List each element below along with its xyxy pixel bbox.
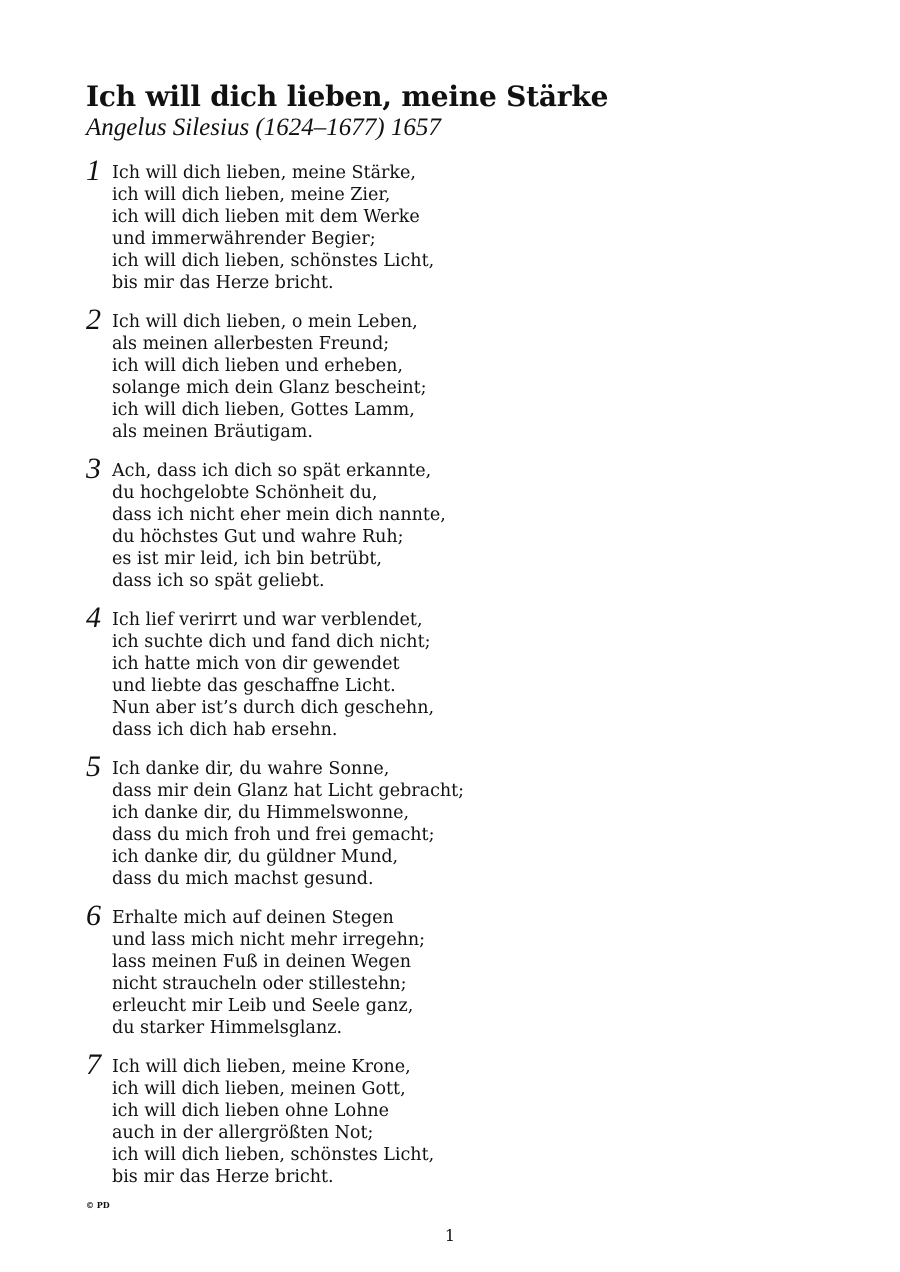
verse-line: dass du mich froh und frei gemacht; (112, 825, 435, 845)
verse-line: bis mir das Herze bricht. (112, 1167, 334, 1187)
verse-line: Ich will dich lieben, meine Krone, (112, 1057, 411, 1077)
verse-line: ich will dich lieben, meinen Gott, (112, 1079, 406, 1099)
verse-line: du höchstes Gut und wahre Ruh; (112, 527, 404, 547)
verse-line: nicht straucheln oder stillestehn; (112, 974, 407, 994)
verse-number: 2 (86, 303, 101, 336)
verse-line: Nun aber ist’s durch dich geschehn, (112, 698, 435, 718)
verse-4 (86, 601, 586, 756)
verse-line: es ist mir leid, ich bin betrübt, (112, 549, 382, 569)
verse-line: als meinen Bräutigam. (112, 422, 313, 442)
verse-number: 6 (86, 899, 101, 932)
verse-line: erleucht mir Leib und Seele ganz, (112, 996, 414, 1016)
verse-line: dass ich so spät geliebt. (112, 571, 325, 591)
verse-5 (86, 750, 586, 905)
verse-line: du starker Himmelsglanz. (112, 1018, 343, 1038)
page-number: 1 (444, 1226, 456, 1245)
verse-line: und immerwährender Begier; (112, 229, 376, 249)
hymn-author: Angelus Silesius (1624–1677) 1657 (86, 114, 441, 141)
verse-number: 7 (86, 1048, 101, 1081)
verse-line: dass mir dein Glanz hat Licht gebracht; (112, 781, 465, 801)
verse-line: bis mir das Herze bricht. (112, 273, 334, 293)
verse-lines (112, 907, 425, 1039)
verse-line: lass meinen Fuß in deinen Wegen (112, 952, 412, 972)
verse-line: ich danke dir, du güldner Mund, (112, 847, 399, 867)
verse-line: dass ich dich hab ersehn. (112, 720, 338, 740)
verse-line: auch in der allergrößten Not; (112, 1123, 374, 1143)
verse-number: 5 (86, 750, 101, 783)
verse-line: ich will dich lieben und erheben, (112, 356, 403, 376)
verse-6 (86, 899, 586, 1054)
verse-line: Ich lief verirrt und war verblendet, (112, 610, 423, 630)
verse-line: solange mich dein Glanz bescheint; (112, 378, 427, 398)
verse-line: Ich will dich lieben, meine Stärke, (112, 163, 416, 183)
verse-line: ich hatte mich von dir gewendet (112, 654, 400, 674)
verse-2 (86, 303, 586, 458)
verse-line: du hochgelobte Schönheit du, (112, 483, 378, 503)
verse-line: Ich will dich lieben, o mein Leben, (112, 312, 418, 332)
verse-line: und lass mich nicht mehr irregehn; (112, 930, 426, 950)
verse-number: 3 (86, 452, 101, 485)
verse-line: Erhalte mich auf deinen Stegen (112, 908, 394, 928)
hymn-title: Ich will dich lieben, meine Stärke (86, 80, 609, 113)
verse-line: ich will dich lieben, schönstes Licht, (112, 251, 435, 271)
verse-lines (112, 1056, 434, 1188)
verse-line: dass ich nicht eher mein dich nannte, (112, 505, 446, 525)
verse-line: ich suchte dich und fand dich nicht; (112, 632, 431, 652)
verse-line: Ach, dass ich dich so spät erkannte, (112, 461, 432, 481)
verse-1 (86, 154, 586, 309)
verse-line: ich will dich lieben mit dem Werke (112, 207, 420, 227)
verse-lines (112, 460, 446, 592)
verse-line: ich will dich lieben, Gottes Lamm, (112, 400, 415, 420)
verse-lines (112, 758, 464, 890)
verse-line: Ich danke dir, du wahre Sonne, (112, 759, 390, 779)
verse-3 (86, 452, 586, 607)
verse-line: dass du mich machst gesund. (112, 869, 374, 889)
verse-lines (112, 162, 434, 294)
verse-line: und liebte das geschaffne Licht. (112, 676, 396, 696)
verse-line: als meinen allerbesten Freund; (112, 334, 390, 354)
verse-lines (112, 311, 427, 443)
verse-lines (112, 609, 434, 741)
verse-line: ich will dich lieben, schönstes Licht, (112, 1145, 435, 1165)
verse-list (86, 154, 586, 1203)
verse-number: 4 (86, 601, 101, 634)
verse-7 (86, 1048, 586, 1203)
verse-line: ich danke dir, du Himmelswonne, (112, 803, 410, 823)
verse-number: 1 (86, 154, 101, 187)
verse-line: ich will dich lieben ohne Lohne (112, 1101, 389, 1121)
copyright-notice: © PD (86, 1200, 110, 1210)
verse-line: ich will dich lieben, meine Zier, (112, 185, 391, 205)
